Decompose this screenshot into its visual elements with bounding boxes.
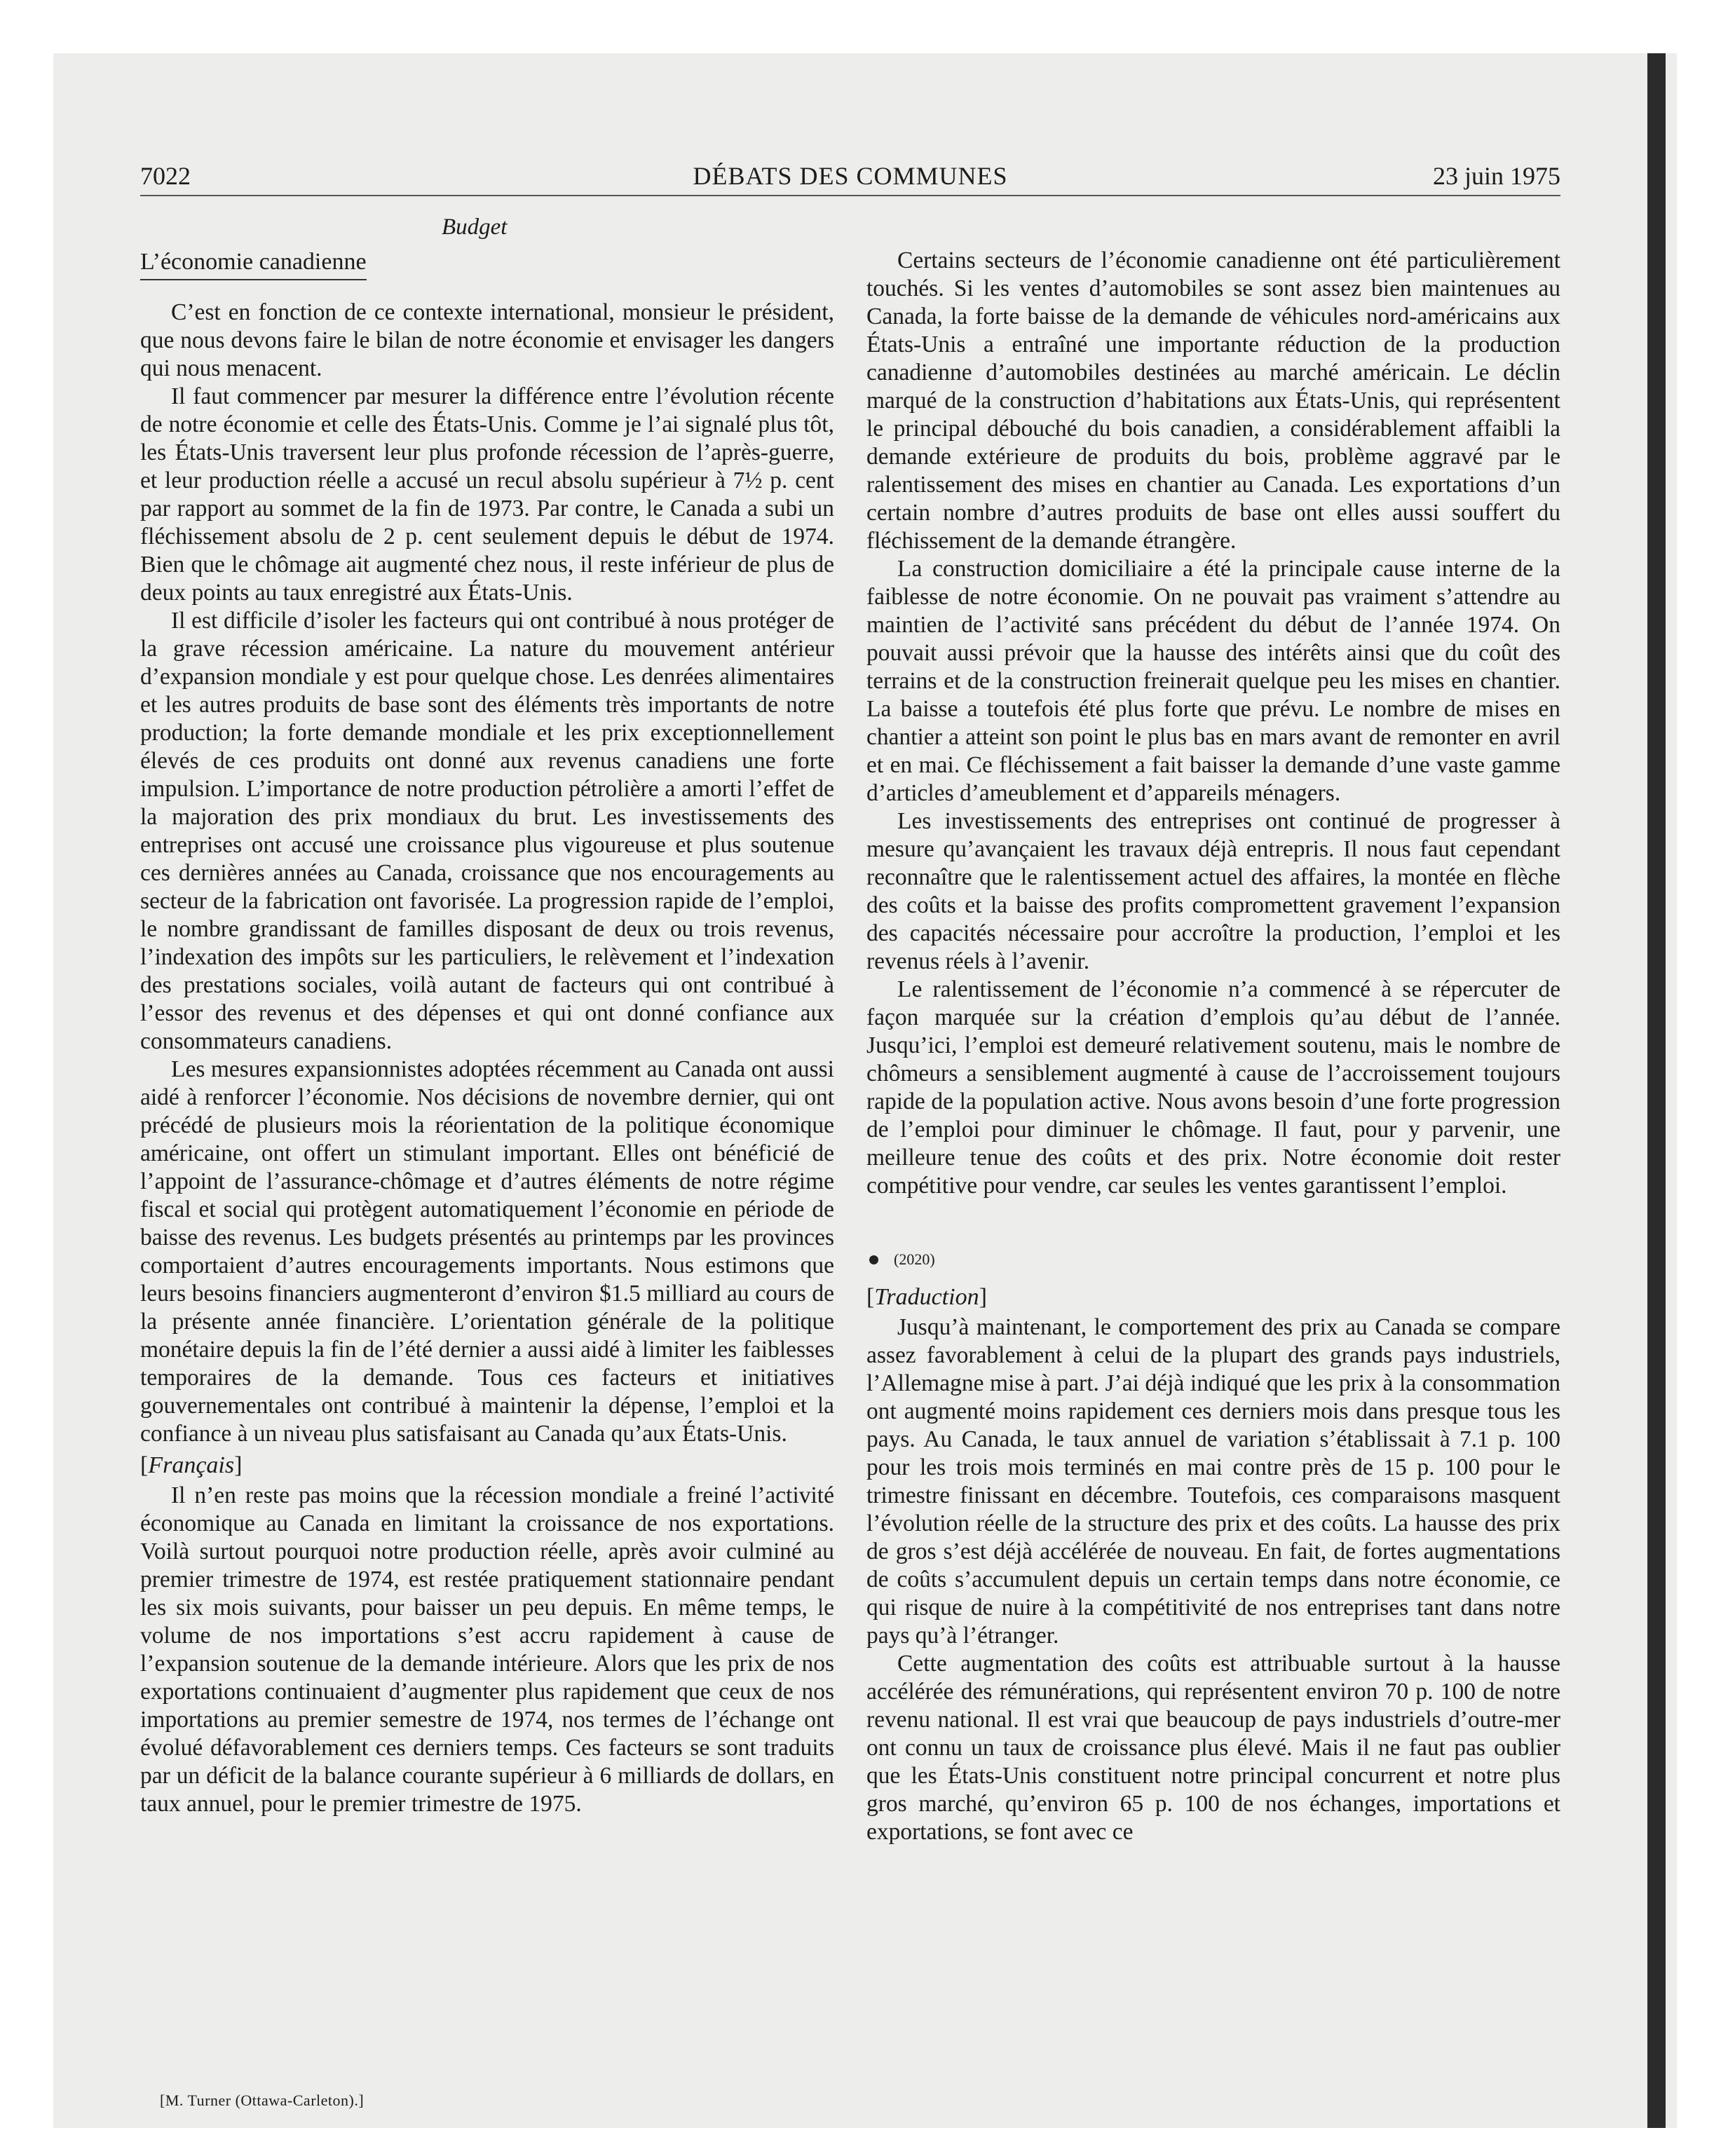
right-column xyxy=(866,247,1560,1846)
paragraph: Il faut commencer par mesurer la différence entre l’évolution récente de notre économie et celle des États-Unis. Comme je l’ai signalé plus tôt, les États-Unis traversent leur plus profonde récession de l’après-guerre, et leur production réelle a accusé un recul absolu supérieur à 7½ p. cent par rapport au sommet de la fin de 1973. Par contre, le Canada a subi un fléchissement absolu de 2 p. cent seulement depuis le début de 1974. Bien que le chômage ait augmenté chez nous, il reste inférieur de plus de deux points au taux enregistré aux États-Unis. xyxy=(140,383,834,606)
paragraph: Certains secteurs de l’économie canadienne ont été particulièrement touchés. Si les ventes d’automobiles se sont assez bien maintenues au Canada, la forte baisse de la demande de véhicules nord-américains aux États-Unis a entraîné une importante réduction de la production canadienne d’automobiles destinées au marché américain. Le déclin marqué de la construction d’habitations aux États-Unis, qui représentent le principal débouché du bois canadien, a considérablement affaibli la demande extérieure de produits du bois, problème aggravé par le ralentissement des mises en chantier au Canada. Les exportations d’un certain nombre d’autres produits de base ont elles aussi souffert du fléchissement de la demande étrangère. xyxy=(866,247,1560,554)
paragraph: Le ralentissement de l’économie n’a commencé à se répercuter de façon marquée sur la création d’emplois qu’au début de l’année. Jusqu’ici, l’emploi est demeuré relativement soutenu, mais le nombre de chômeurs a sensiblement augmenté à cause de l’accroissement toujours rapide de la population active. Nous avons besoin d’une forte progression de l’emploi pour diminuer le chômage. Il faut, pour y parvenir, une meilleure tenue des coûts et des prix. Notre économie doit rester compétitive pour vendre, car seules les ventes garantissent l’emploi. xyxy=(866,976,1560,1199)
page-date: 23 juin 1975 xyxy=(1432,162,1560,190)
paragraph: Il n’en reste pas moins que la récession mondiale a freiné l’activité économique au Canada en limitant la croissance de nos exportations. Voilà surtout pourquoi notre production réelle, après avoir culminé au premier trimestre de 1974, est restée pratiquement stationnaire pendant les six mois suivants, pour baisser un peu depuis. En même temps, le volume de nos importations s’est accru rapidement à cause de l’expansion soutenue de la demande intérieure. Alors que les prix de nos exportations continuaient d’augmenter plus rapidement que ceux de nos importations au premier semestre de 1974, nos termes de l’échange ont évolué défavorablement ces derniers temps. Ces facteurs se sont traduits par un déficit de la balance courante supérieur à 6 milliards de dollars, en taux annuel, pour le premier trimestre de 1975. xyxy=(140,1482,834,1817)
language-tag: [Français] xyxy=(140,1452,243,1478)
bullet-icon xyxy=(869,1255,878,1264)
left-column xyxy=(140,247,834,1818)
paragraph: C’est en fonction de ce contexte international, monsieur le président, que nous devons faire le bilan de notre économie et envisager les dangers qui nous menacent. xyxy=(140,299,834,381)
language-tag-text: Français xyxy=(148,1452,235,1478)
page-number: 7022 xyxy=(140,162,191,190)
section-title: L’économie canadienne xyxy=(140,247,367,280)
paragraph: Jusqu’à maintenant, le comportement des prix au Canada se compare assez favorablement à celui de la plupart des grands pays industriels, l’Allemagne mise à part. J’ai déjà indiqué que les prix à la consommation ont augmenté moins rapidement ces derniers mois dans presque tous les pays. Au Canada, le taux annuel de variation s’établissait à 7.1 p. 100 pour les trois mois terminés en mai contre près de 15 p. 100 pour le trimestre finissant en décembre. Toutefois, ces comparaisons masquent l’évolution réelle de la structure des prix et des coûts. La hausse des prix de gros s’est déjà accélérée de nouveau. En fait, de fortes augmentations de coûts s’accumulent depuis un certain temps dans notre économie, ce qui risque de nuire à la compétitivité de nos entreprises tant dans notre pays qu’à l’étranger. xyxy=(866,1314,1560,1649)
speaker-note: [M. Turner (Ottawa-Carleton).] xyxy=(160,2092,365,2109)
time-marker-text: (2020) xyxy=(894,1250,935,1268)
page-header xyxy=(140,158,1560,193)
scan-edge-bar xyxy=(1647,53,1666,2128)
publication-title: DÉBATS DES COMMUNES xyxy=(693,162,1008,190)
time-marker xyxy=(866,1249,1560,1270)
header-rule xyxy=(140,195,1560,196)
paragraph: La construction domiciliaire a été la principale cause interne de la faiblesse de notre économie. On ne pouvait pas vraiment s’attendre au maintien de l’activité sans précédent du début de l’année 1974. On pouvait aussi prévoir que la hausse des intérêts ainsi que du coût des terrains et de la construction freinerait quelque peu les mises en chantier. La baisse a toutefois été plus forte que prévu. Le nombre de mises en chantier a atteint son point le plus bas en mars avant de remonter en avril et en mai. Ce fléchissement a fait baisser la demande d’une vaste gamme d’articles d’ameublement et d’appareils ménagers. xyxy=(866,556,1560,806)
language-tag-text: Traduction xyxy=(874,1284,979,1310)
paragraph: Cette augmentation des coûts est attribuable surtout à la hausse accélérée des rémunérations, qui représentent environ 70 p. 100 de notre revenu national. Il est vrai que beaucoup de pays industriels d’outre-mer ont connu un taux de croissance plus élevé. Mais il ne faut pas oublier que les États-Unis constituent notre principal concurrent et notre plus gros marché, qu’environ 65 p. 100 de nos échanges, importations et exportations, se font avec ce xyxy=(866,1651,1560,1845)
paragraph: Les mesures expansionnistes adoptées récemment au Canada ont aussi aidé à renforcer l’économie. Nos décisions de novembre dernier, qui ont précédé de plusieurs mois la réorientation de la politique économique américaine, ont offert un stimulant important. Elles ont bénéficié de l’appoint de l’assurance-chômage et d’autres éléments de notre régime fiscal et social qui protègent automatiquement l’économie en période de baisse des revenus. Les budgets présentés au printemps par les provinces comportaient d’autres encouragements importants. Nous estimons que leurs besoins financiers augmenteront d’environ $1.5 milliard au cours de la présente année financière. L’orientation générale de la politique monétaire depuis la fin de l’été dernier a aussi aidé à limiter les faiblesses temporaires de la demande. Tous ces facteurs et initiatives gouvernementales ont contribué à maintenir la dépense, l’emploi et la confiance à un niveau plus satisfaisant au Canada qu’aux États-Unis. xyxy=(140,1056,834,1447)
paragraph: Il est difficile d’isoler les facteurs qui ont contribué à nous protéger de la grave récession américaine. La nature du mouvement antérieur d’expansion mondiale y est pour quelque chose. Les denrées alimentaires et les autres produits de base sont des éléments très importants de notre production; la forte demande mondiale et les prix exceptionnellement élevés de ces produits ont donné aux revenus canadiens une forte impulsion. L’importance de notre production pétrolière a amorti l’effet de la majoration des prix mondiaux du brut. Les investissements des entreprises ont accusé une croissance plus vigoureuse et plus soutenue ces dernières années au Canada, croissance que nos encouragements au secteur de la fabrication ont favorisée. La progression rapide de l’emploi, le nombre grandissant de familles disposant de deux ou trois revenus, l’indexation des impôts sur les particuliers, le relèvement et l’indexation des prestations sociales, voilà autant de facteurs qui ont contribué à l’essor des revenus et des dépenses et qui ont donné confiance aux consommateurs canadiens. xyxy=(140,608,834,1054)
language-tag: [Traduction] xyxy=(866,1284,987,1310)
running-head: Budget xyxy=(442,214,508,240)
paragraph: Les investissements des entreprises ont continué de progresser à mesure qu’avançaient les travaux déjà entrepris. Il nous faut cependant reconnaître que le ralentissement actuel des affaires, la montée en flèche des coûts et la baisse des profits compromettent gravement l’expansion des capacités nécessaire pour accroître la production, l’emploi et les revenus réels à l’avenir. xyxy=(866,808,1560,974)
